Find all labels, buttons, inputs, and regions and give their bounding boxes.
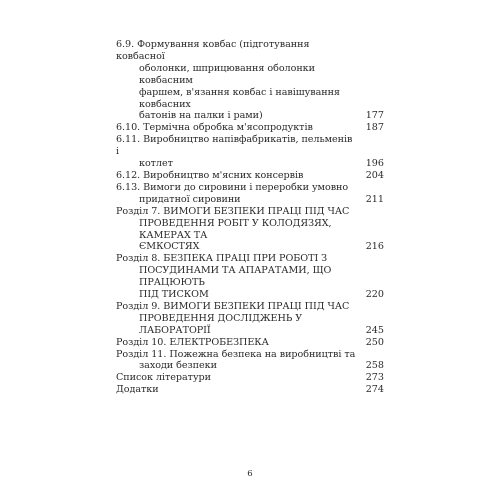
toc-entry-line: придатної сировини xyxy=(139,193,241,205)
toc-entry-page: 273 xyxy=(365,372,384,384)
toc-entry-title xyxy=(116,134,384,170)
toc-entry-line: 6.9. Формування ковбас (підготування ковбасної xyxy=(116,39,310,62)
toc-entry-line: Розділ 7. ВИМОГИ БЕЗПЕКИ ПРАЦІ ПІД ЧАС xyxy=(116,205,350,217)
toc-entry-page: 187 xyxy=(365,122,384,134)
toc-entry-title xyxy=(116,182,384,206)
toc-entry-line: Додатки xyxy=(116,384,159,396)
toc-entry-page: 204 xyxy=(365,169,384,181)
toc-entry-line: ПРОВЕДЕННЯ ДОСЛІДЖЕНЬ У ЛАБОРАТОРІЇ xyxy=(139,312,303,336)
toc-entry-line: батонів на палки і рами) xyxy=(139,110,263,122)
toc-entry-title xyxy=(116,253,384,301)
toc-entry-line: 6.12. Виробництво м'ясних консервів xyxy=(116,169,304,181)
toc-entry-line: ПОСУДИНАМИ ТА АПАРАТАМИ, ЩО ПРАЦЮЮТЬ xyxy=(139,265,332,289)
toc-entry-line: заходи безпеки xyxy=(139,360,217,372)
toc-entry-title xyxy=(116,349,384,373)
toc-entry-line: оболонки, шприцювання оболонки ковбасним xyxy=(139,62,315,86)
toc-entry-page: 196 xyxy=(365,158,384,170)
toc-entry-title xyxy=(116,122,384,134)
toc-entry-page: 216 xyxy=(365,241,384,253)
toc-entry xyxy=(116,372,384,384)
toc-entry-line: ПІД ТИСКОМ xyxy=(139,289,209,301)
toc-entry-line: 6.10. Термічна обробка м'ясопродуктів xyxy=(116,122,313,134)
toc-entry xyxy=(116,337,384,349)
toc-entry xyxy=(116,182,384,206)
toc-entry-title xyxy=(116,206,384,254)
toc-entry-line: Розділ 10. ЕЛЕКТРОБЕЗПЕКА xyxy=(116,336,269,348)
toc-entry-title xyxy=(116,170,384,182)
toc-entry xyxy=(116,253,384,301)
toc-entry-line: Розділ 11. Пожежна безпека на виробництві та xyxy=(116,348,356,360)
toc-entry-line: Розділ 8. БЕЗПЕКА ПРАЦІ ПРИ РОБОТІ З xyxy=(116,253,328,265)
toc-entry-title xyxy=(116,337,384,349)
toc-entry xyxy=(116,122,384,134)
toc-entry-title xyxy=(116,384,384,396)
toc-entry-page: 177 xyxy=(365,110,384,122)
table-of-contents xyxy=(116,39,384,396)
toc-entry xyxy=(116,134,384,170)
toc-entry xyxy=(116,170,384,182)
toc-entry-page: 274 xyxy=(365,384,384,396)
toc-entry xyxy=(116,384,384,396)
page-number: 6 xyxy=(247,469,253,479)
toc-entry-line: ПРОВЕДЕННЯ РОБІТ У КОЛОДЯЗЯХ, КАМЕРАХ ТА xyxy=(139,217,332,241)
toc-entry-page: 211 xyxy=(365,193,384,205)
toc-entry-line: ЄМКОСТЯХ xyxy=(139,241,200,253)
toc-entry-title xyxy=(116,301,384,337)
toc-entry-title xyxy=(116,39,384,122)
toc-entry-line: 6.11. Виробництво напівфабрикатів, пельменів і xyxy=(116,134,353,158)
toc-entry-page: 220 xyxy=(365,289,384,301)
toc-entry-line: фаршем, в'язання ковбас і навішування ковбасних xyxy=(139,86,340,110)
toc-entry-line: 6.13. Вимоги до сировини і переробки умовно xyxy=(116,181,349,193)
toc-entry-page: 245 xyxy=(365,324,384,336)
toc-entry-page: 250 xyxy=(365,336,384,348)
toc-entry-line: котлет xyxy=(139,158,173,170)
toc-entry-line: Список літератури xyxy=(116,372,211,384)
toc-entry-title xyxy=(116,372,384,384)
toc-entry-line: Розділ 9. ВИМОГИ БЕЗПЕКИ ПРАЦІ ПІД ЧАС xyxy=(116,300,350,312)
toc-entry xyxy=(116,301,384,337)
toc-entry-page: 258 xyxy=(365,360,384,372)
toc-entry xyxy=(116,349,384,373)
toc-entry xyxy=(116,39,384,122)
toc-entry xyxy=(116,206,384,254)
